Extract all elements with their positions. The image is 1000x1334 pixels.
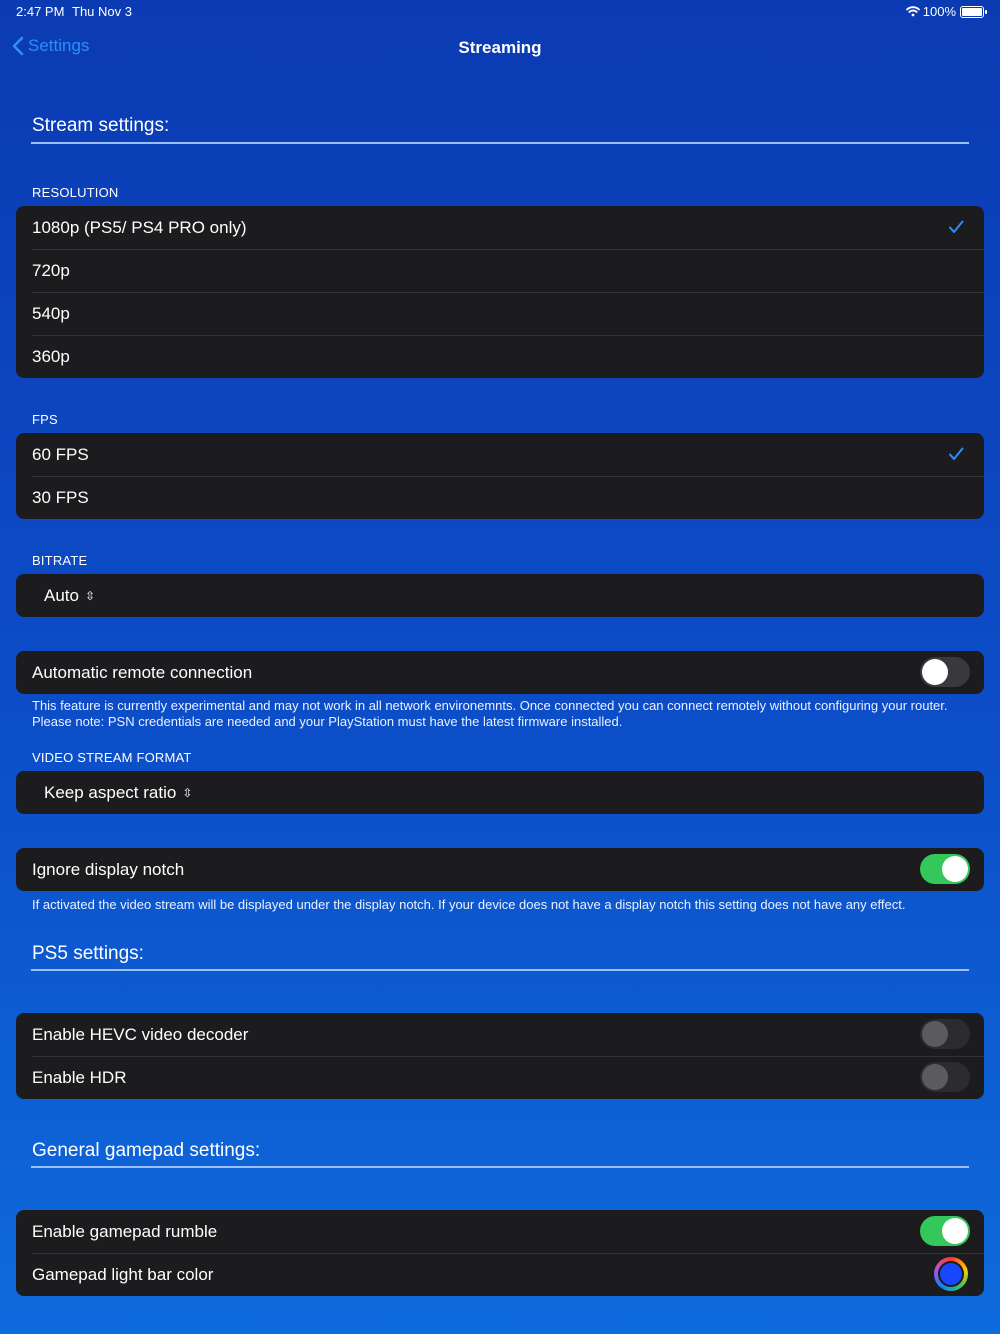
rumble-label: Enable gamepad rumble xyxy=(32,1221,218,1241)
hevc-toggle[interactable] xyxy=(920,1019,970,1049)
auto-remote-note: This feature is currently experimental and may not work in all network environemnts. Once connected you can connect remotely without configuring your router. Please note: PSN credentials are needed and your PlayStation must have the latest firmware installed. xyxy=(32,698,948,729)
ignore-notch-row xyxy=(16,848,984,891)
video-format-group xyxy=(16,771,984,814)
fps-header: FPS xyxy=(32,412,58,427)
toggle-knob xyxy=(922,659,948,685)
hdr-row xyxy=(16,1056,984,1099)
bitrate-header: BITRATE xyxy=(32,553,88,568)
resolution-header: RESOLUTION xyxy=(32,185,119,200)
option-label: 1080p (PS5/ PS4 PRO only) xyxy=(32,217,247,237)
ignore-notch-label: Ignore display notch xyxy=(32,859,185,879)
rumble-row xyxy=(16,1210,984,1253)
ignore-notch-group xyxy=(16,848,984,891)
wifi-icon xyxy=(906,5,920,17)
section-divider xyxy=(31,1166,969,1168)
ignore-notch-toggle[interactable] xyxy=(920,854,970,884)
light-bar-label: Gamepad light bar color xyxy=(32,1264,214,1284)
gamepad-settings-title: General gamepad settings: xyxy=(32,1140,261,1161)
ps5-group xyxy=(16,1013,984,1099)
battery-icon xyxy=(960,6,984,18)
toggle-knob xyxy=(942,856,968,882)
checkmark-icon xyxy=(948,219,964,235)
resolution-group xyxy=(16,206,984,378)
option-label: 360p xyxy=(32,346,70,366)
light-bar-color-swatch xyxy=(940,1263,962,1285)
hevc-row xyxy=(16,1013,984,1056)
video-format-header: VIDEO STREAM FORMAT xyxy=(32,750,192,765)
gamepad-group xyxy=(16,1210,984,1296)
checkmark-icon xyxy=(948,446,964,462)
video-format-value: Keep aspect ratio xyxy=(44,782,177,802)
back-label: Settings xyxy=(28,36,90,55)
status-date: Thu Nov 3 xyxy=(72,4,132,19)
auto-remote-label: Automatic remote connection xyxy=(32,662,253,682)
option-label: 720p xyxy=(32,260,70,280)
toggle-knob xyxy=(942,1218,968,1244)
option-label: 30 FPS xyxy=(32,487,89,507)
ignore-notch-note: If activated the video stream will be displayed under the display notch. If your device does not have a display notch this setting does not have any effect. xyxy=(32,897,906,912)
resolution-option-540p[interactable] xyxy=(16,292,984,335)
resolution-option-360p[interactable] xyxy=(16,335,984,378)
auto-remote-toggle[interactable] xyxy=(920,657,970,687)
chevron-up-down-icon: ⇳ xyxy=(84,588,96,603)
rumble-toggle[interactable] xyxy=(920,1216,970,1246)
section-divider xyxy=(31,142,969,144)
bitrate-picker[interactable] xyxy=(16,574,984,617)
color-well-button[interactable] xyxy=(934,1257,968,1291)
chevron-up-down-icon: ⇳ xyxy=(182,785,193,800)
stream-settings-title: Stream settings: xyxy=(32,115,170,136)
video-format-picker[interactable] xyxy=(16,771,984,814)
toggle-knob xyxy=(922,1021,948,1047)
auto-remote-group xyxy=(16,651,984,694)
option-label: 540p xyxy=(32,303,70,323)
bitrate-value: Auto xyxy=(44,585,79,605)
light-bar-row xyxy=(16,1253,984,1296)
fps-group xyxy=(16,433,984,519)
battery-percent: 100% xyxy=(922,4,956,19)
bitrate-group xyxy=(16,574,984,617)
option-label: 60 FPS xyxy=(32,444,89,464)
resolution-option-1080p[interactable] xyxy=(16,206,984,249)
toggle-knob xyxy=(922,1064,948,1090)
resolution-option-720p[interactable] xyxy=(16,249,984,292)
hdr-toggle[interactable] xyxy=(920,1062,970,1092)
hdr-label: Enable HDR xyxy=(32,1067,127,1087)
status-time: 2:47 PM xyxy=(16,4,65,19)
fps-option-60[interactable] xyxy=(16,433,984,476)
section-divider xyxy=(31,969,969,971)
page-title: Streaming xyxy=(458,38,542,57)
fps-option-30[interactable] xyxy=(16,476,984,519)
hevc-label: Enable HEVC video decoder xyxy=(32,1024,249,1044)
ps5-settings-title: PS5 settings: xyxy=(32,943,144,964)
auto-remote-row xyxy=(16,651,984,694)
